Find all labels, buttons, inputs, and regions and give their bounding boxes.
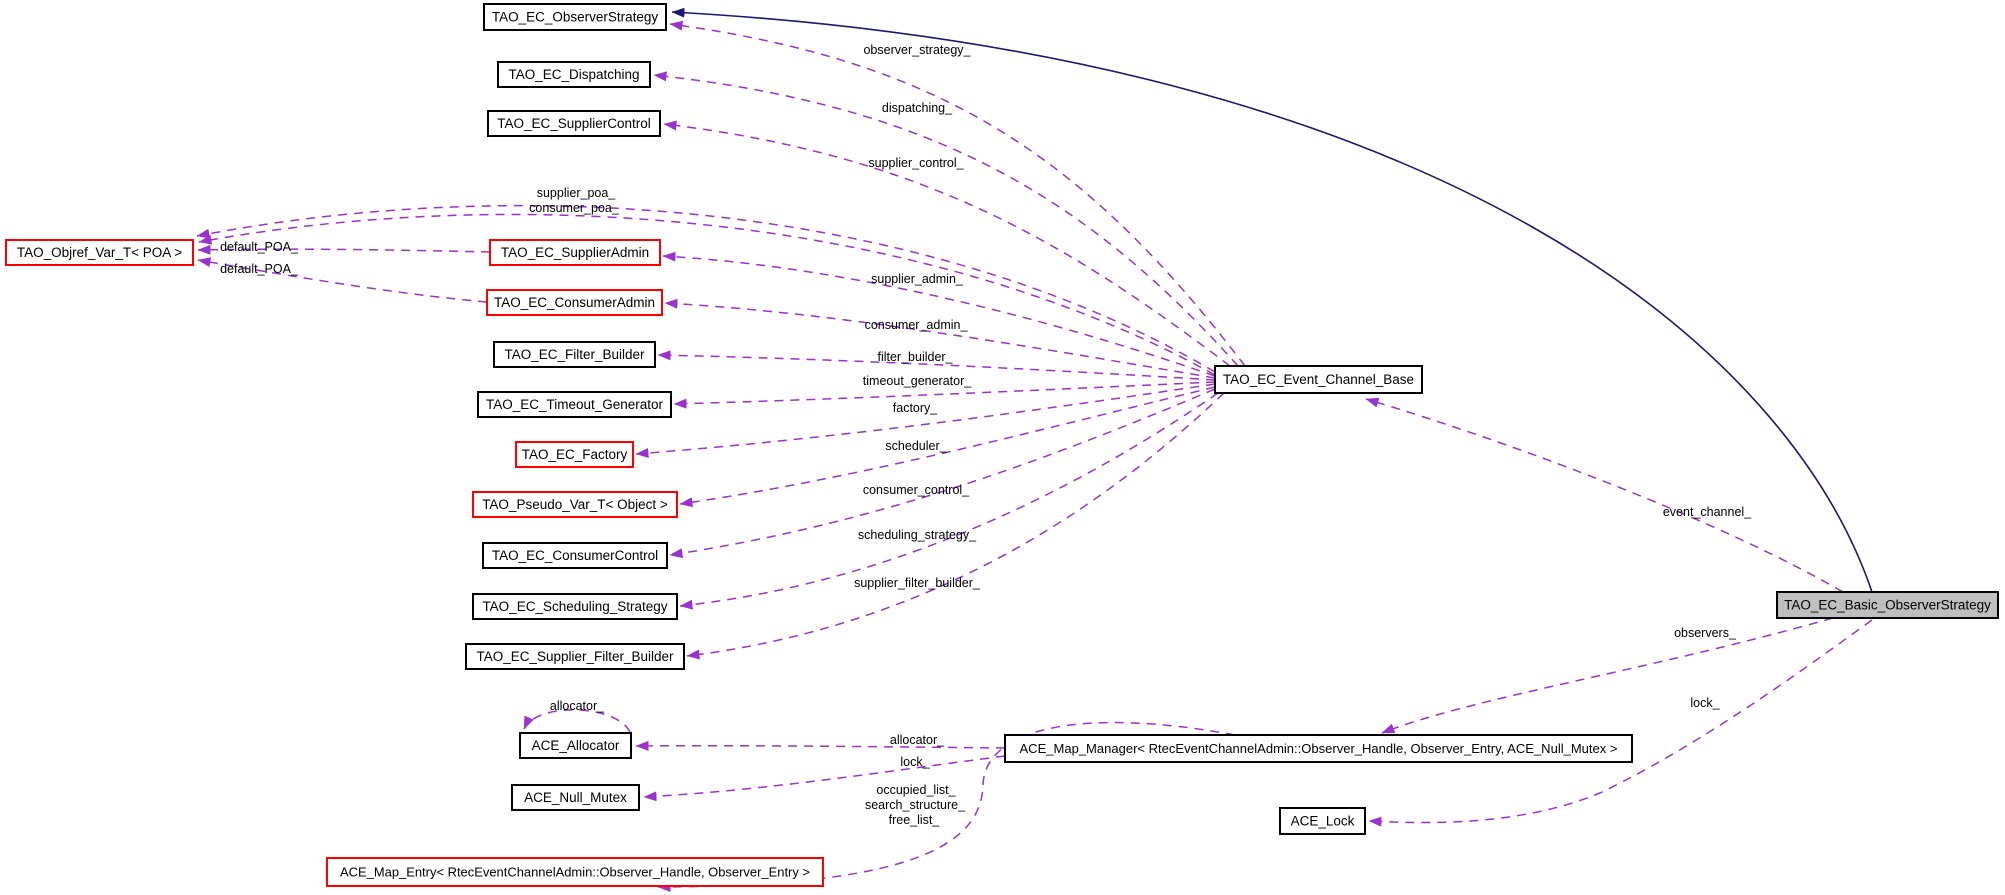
svg-text:ACE_Null_Mutex: ACE_Null_Mutex <box>524 790 627 805</box>
node-ace-map-entry[interactable] <box>327 858 823 886</box>
edge-label-lock-right: lock_ <box>1690 696 1720 710</box>
edge-supplier-poa <box>197 206 1215 372</box>
svg-text:TAO_EC_ConsumerAdmin: TAO_EC_ConsumerAdmin <box>493 295 656 310</box>
node-ace-allocator[interactable] <box>520 733 631 758</box>
edge-label-allocator-map: allocator_ <box>889 733 945 747</box>
svg-text:TAO_EC_SupplierControl: TAO_EC_SupplierControl <box>497 116 651 131</box>
edge-label-allocator-self: allocator_ <box>549 699 605 713</box>
svg-text:ACE_Lock: ACE_Lock <box>1290 813 1355 829</box>
edge-scheduling-strategy <box>680 393 1218 606</box>
edge-label-default-poa-2: default_POA_ <box>220 262 298 276</box>
svg-text:TAO_EC_Dispatching: TAO_EC_Dispatching <box>508 67 640 82</box>
node-tao-ec-dispatching[interactable] <box>498 62 650 87</box>
edge-label-search-structure: search_structure_ <box>864 798 966 812</box>
node-tao-ec-filter-builder[interactable] <box>494 342 655 367</box>
edge-label-observer-strategy: observer_strategy_ <box>863 43 971 57</box>
svg-text:TAO_EC_Timeout_Generator: TAO_EC_Timeout_Generator <box>485 397 664 412</box>
edge-label-supplier-control: supplier_control_ <box>868 156 964 170</box>
node-tao-ec-factory[interactable] <box>516 442 633 467</box>
svg-text:TAO_EC_Filter_Builder: TAO_EC_Filter_Builder <box>504 347 645 362</box>
svg-text:TAO_EC_Event_Channel_Base: TAO_EC_Event_Channel_Base <box>1222 372 1415 387</box>
node-tao-ec-basic-observerstrategy[interactable] <box>1777 592 1998 618</box>
node-ace-lock[interactable] <box>1280 808 1365 834</box>
node-tao-ec-event-channel-base[interactable] <box>1215 366 1422 393</box>
edge-label-scheduler: scheduler_ <box>885 439 947 453</box>
edge-allocator-map <box>636 746 1005 748</box>
nodes <box>6 4 1998 886</box>
node-tao-ec-observerstrategy[interactable] <box>484 4 666 30</box>
edge-label-supplier-filter-builder: supplier_filter_builder_ <box>854 576 980 590</box>
svg-text:TAO_EC_ConsumerControl: TAO_EC_ConsumerControl <box>491 548 659 563</box>
svg-text:ACE_Allocator: ACE_Allocator <box>531 738 620 753</box>
node-tao-ec-timeout-generator[interactable] <box>478 392 671 417</box>
edge-label-dispatching: dispatching_ <box>881 101 953 115</box>
svg-text:TAO_EC_Supplier_Filter_Builder: TAO_EC_Supplier_Filter_Builder <box>476 649 674 664</box>
node-tao-ec-consumercontrol[interactable] <box>483 543 667 568</box>
node-tao-ec-suppliercontrol[interactable] <box>488 111 660 136</box>
svg-text:TAO_EC_Scheduling_Strategy: TAO_EC_Scheduling_Strategy <box>482 599 668 614</box>
node-tao-ec-supplieradmin[interactable] <box>490 240 660 265</box>
edge-label-free-list: free_list_ <box>888 813 940 827</box>
node-ace-map-manager[interactable] <box>1005 735 1632 762</box>
node-tao-ec-scheduling-strategy[interactable] <box>473 594 677 619</box>
edge-lock-right <box>1369 620 1872 823</box>
edge-label-supplier-admin: supplier_admin_ <box>871 272 963 286</box>
edge-label-consumer-control: consumer_control_ <box>862 483 970 497</box>
edge-labels <box>220 43 1752 827</box>
edge-label-default-poa-1: default_POA_ <box>220 240 298 254</box>
svg-text:ACE_Map_Entry< RtecEventChanne: ACE_Map_Entry< RtecEventChannelAdmin::Observer_Handle, Observer_Entry > <box>340 864 810 880</box>
svg-text:TAO_Pseudo_Var_T< Object >: TAO_Pseudo_Var_T< Object > <box>482 497 668 512</box>
node-tao-ec-consumeradmin[interactable] <box>487 290 662 315</box>
node-ace-null-mutex[interactable] <box>512 785 639 810</box>
edge-label-occupied-list: occupied_list_ <box>876 783 956 797</box>
edge-label-event-channel: event_channel_ <box>1662 505 1752 519</box>
edge-label-consumer-admin: consumer_admin_ <box>864 318 968 332</box>
edge-event-channel <box>1366 399 1843 592</box>
svg-text:TAO_EC_SupplierAdmin: TAO_EC_SupplierAdmin <box>500 245 650 260</box>
edge-label-observers: observers_ <box>1674 626 1736 640</box>
edge-label-supplier-poa: supplier_poa_ <box>536 186 616 200</box>
svg-text:TAO_EC_Factory: TAO_EC_Factory <box>521 447 628 462</box>
node-tao-objref-var-t-poa[interactable] <box>6 240 193 265</box>
edge-label-factory: factory_ <box>892 401 938 415</box>
edge-label-scheduling-strategy: scheduling_strategy_ <box>857 528 977 542</box>
edge-label-consumer-poa: consumer_poa_ <box>529 201 619 215</box>
edge-label-timeout-generator: timeout_generator_ <box>862 374 972 388</box>
svg-text:TAO_EC_ObserverStrategy: TAO_EC_ObserverStrategy <box>491 9 659 25</box>
edge-label-filter-builder: filter_builder_ <box>877 350 953 364</box>
node-tao-pseudo-var-t-object[interactable] <box>473 492 677 517</box>
edge-supplier-filter-builder <box>687 393 1224 656</box>
edge-consumer-admin <box>665 303 1215 378</box>
edge-consumer-poa <box>199 214 1215 375</box>
svg-text:TAO_EC_Basic_ObserverStrategy: TAO_EC_Basic_ObserverStrategy <box>1784 597 1991 613</box>
node-tao-ec-supplier-filter-builder[interactable] <box>466 644 684 669</box>
edge-observers <box>1382 618 1833 733</box>
edge-label-lock-map: lock_ <box>900 755 930 769</box>
svg-text:ACE_Map_Manager< RtecEventChan: ACE_Map_Manager< RtecEventChannelAdmin::Observer_Handle, Observer_Entry, ACE_Null_Mutex > <box>1019 741 1618 756</box>
edge-allocator-self <box>524 710 630 732</box>
svg-text:TAO_Objref_Var_T< POA >: TAO_Objref_Var_T< POA > <box>16 245 183 260</box>
